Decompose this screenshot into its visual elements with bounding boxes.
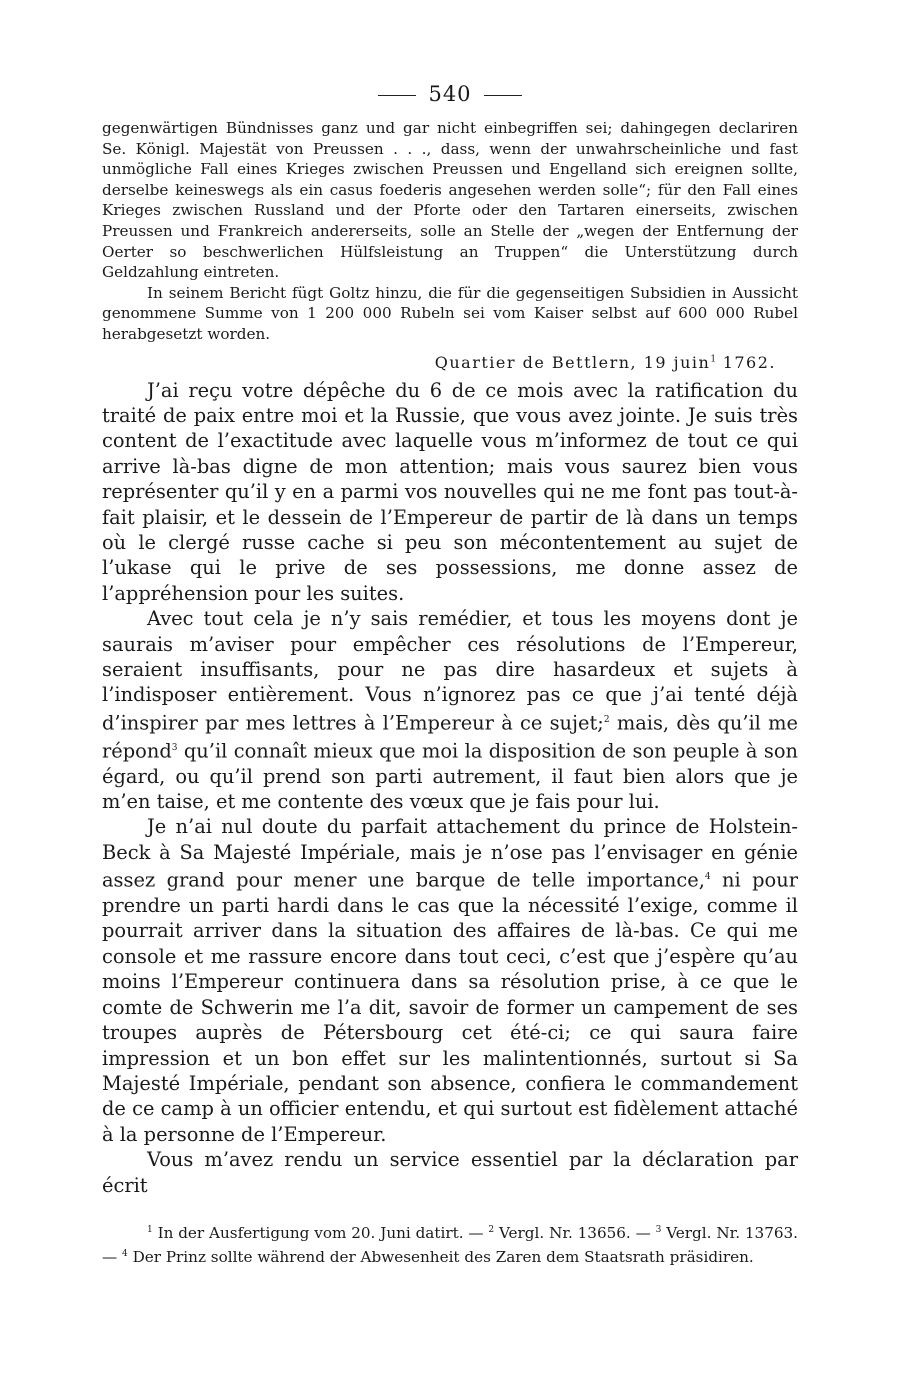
footnote-text-3: Vergl. Nr. 13763. — (102, 1224, 799, 1266)
intro-paragraph-2: In seinem Bericht fügt Goltz hinzu, die für die gegenseitigen Subsidien in Aussicht genommene Summe von 1 200 000 Rubeln sei vom Kaiser selbst auf 600 000 Rubel herabgesetzt worden. (102, 283, 798, 343)
page-header (102, 82, 798, 106)
letter-paragraph-3-text-a: Je n’ai nul doute du parfait attachement du prince de Holstein-Beck à Sa Majesté Impériale, mais je n’ose pas l’envisager en génie assez grand pour mener une barque de telle importance, (102, 815, 798, 892)
letter-paragraph-3 (102, 814, 798, 1147)
footnote-text-4: Der Prinz sollte während der Abwesenheit des Zaren dem Staatsrath präsidiren. (127, 1247, 754, 1266)
letter-paragraph-1: J’ai reçu votre dépêche du 6 de ce mois avec la ratification du traité de paix entre moi et la Russie, que vous avez jointe. Je suis très content de l’exactitude avec laquelle vous m’informez de tout ce qui arrive là-bas digne de mon attention; mais vous saurez bien vous représenter qu’il y en a parmi vos nouvelles qui ne me font pas tout-à-fait plaisir, et le dessein de l’Empereur de partir de là dans un temps où le clergé russe cache si peu son mécontentement au sujet de l’ukase qui le prive de ses possessions, me donne assez de l’appréhension pour les suites. (102, 378, 798, 605)
footnote-marker-4: 4 (122, 1248, 128, 1259)
dateline-year: 1762. (722, 352, 776, 372)
letter-dateline (102, 353, 798, 372)
footnote-ref-1: 1 (710, 354, 717, 365)
footnote-ref-3: 3 (171, 742, 178, 753)
footnote-text-2: Vergl. Nr. 13656. — (494, 1224, 656, 1242)
letter-body (102, 378, 798, 1198)
dateline-place: Quartier de Bettlern, (434, 352, 638, 372)
page-number: 540 (428, 82, 472, 106)
footnote-ref-2: 2 (603, 714, 610, 725)
letter-paragraph-2-text-c: qu’il connaît mieux que moi la disposition de son peuple à son égard, ou qu’il prend son parti autrement, il faut bien alors que je m’en taise, et me contente des vœux que je fais pour lui. (102, 739, 798, 813)
letter-paragraph-2-text-b: mais, dès qu’il me répond (102, 711, 798, 763)
header-rule-left (378, 95, 416, 96)
intro-text (102, 118, 798, 345)
document-page (102, 82, 798, 1267)
dateline-day-month: 19 juin (643, 352, 711, 372)
letter-paragraph-2 (102, 606, 798, 814)
footnote-text-1: In der Ausfertigung vom 20. Juni datirt. — (152, 1224, 489, 1242)
intro-paragraph-1: gegenwärtigen Bündnisses ganz und gar nicht einbegriffen sei; dahingegen declariren Se. Königl. Majestät von Preussen . . ., dass, wenn der unwahrscheinliche und fast unmögliche Fall eines Krieges zwischen Preussen und Engelland sich ereignen sollte, derselbe keineswegs als ein casus foederis angesehen werden solle“; für den Fall eines Krieges zwischen Russland und der Pforte oder den Tartaren einerseits, zwischen Preussen und Frankreich andererseits, solle an Stelle der „wegen der Entfernung der Oerter so beschwerlichen Hülfsleistung an Truppen“ die Unterstützung durch Geldzahlung eintreten. (102, 119, 798, 282)
header-rule-right (484, 95, 522, 96)
footnote-ref-4: 4 (704, 872, 711, 883)
letter-paragraph-3-text-b: ni pour prendre un parti hardi dans le cas que la nécessité l’exige, comme il pourrait arriver dans la situation des affaires de là-bas. Ce qui me console et me rassure encore dans tout ceci, c’est que j’espère qu’au moins l’Empereur continuera dans sa résolution prise, à ce que le comte de Schwerin me l’a dit, savoir de former un campement de ses troupes auprès de Pétersbourg cet été-ci; ce qui saura faire impression et un bon effet sur les malintentionnés, surtout si Sa Majesté Impériale, pendant son absence, confiera le commandement de ce camp à un officier entendu, et qui surtout est fidèlement attaché à la personne de l’Empereur. (102, 868, 798, 1146)
footnote-marker-1: 1 (147, 1224, 153, 1235)
footnote-marker-2: 2 (488, 1224, 495, 1235)
footnotes (102, 1220, 798, 1267)
letter-paragraph-2-text-a: Avec tout cela je n’y sais remédier, et tous les moyens dont je saurais m’aviser pour empêcher ces résolutions de l’Empereur, seraient insuffisants, pour ne pas dire hasardeux et sujets à l’indisposer entièrement. Vous n’ignorez pas ce que j’ai tenté déjà d’inspirer par mes lettres à l’Empereur à ce sujet; (102, 607, 798, 735)
footnote-marker-3: 3 (655, 1224, 662, 1235)
letter-paragraph-4: Vous m’avez rendu un service essentiel par la déclaration par écrit (102, 1148, 798, 1197)
